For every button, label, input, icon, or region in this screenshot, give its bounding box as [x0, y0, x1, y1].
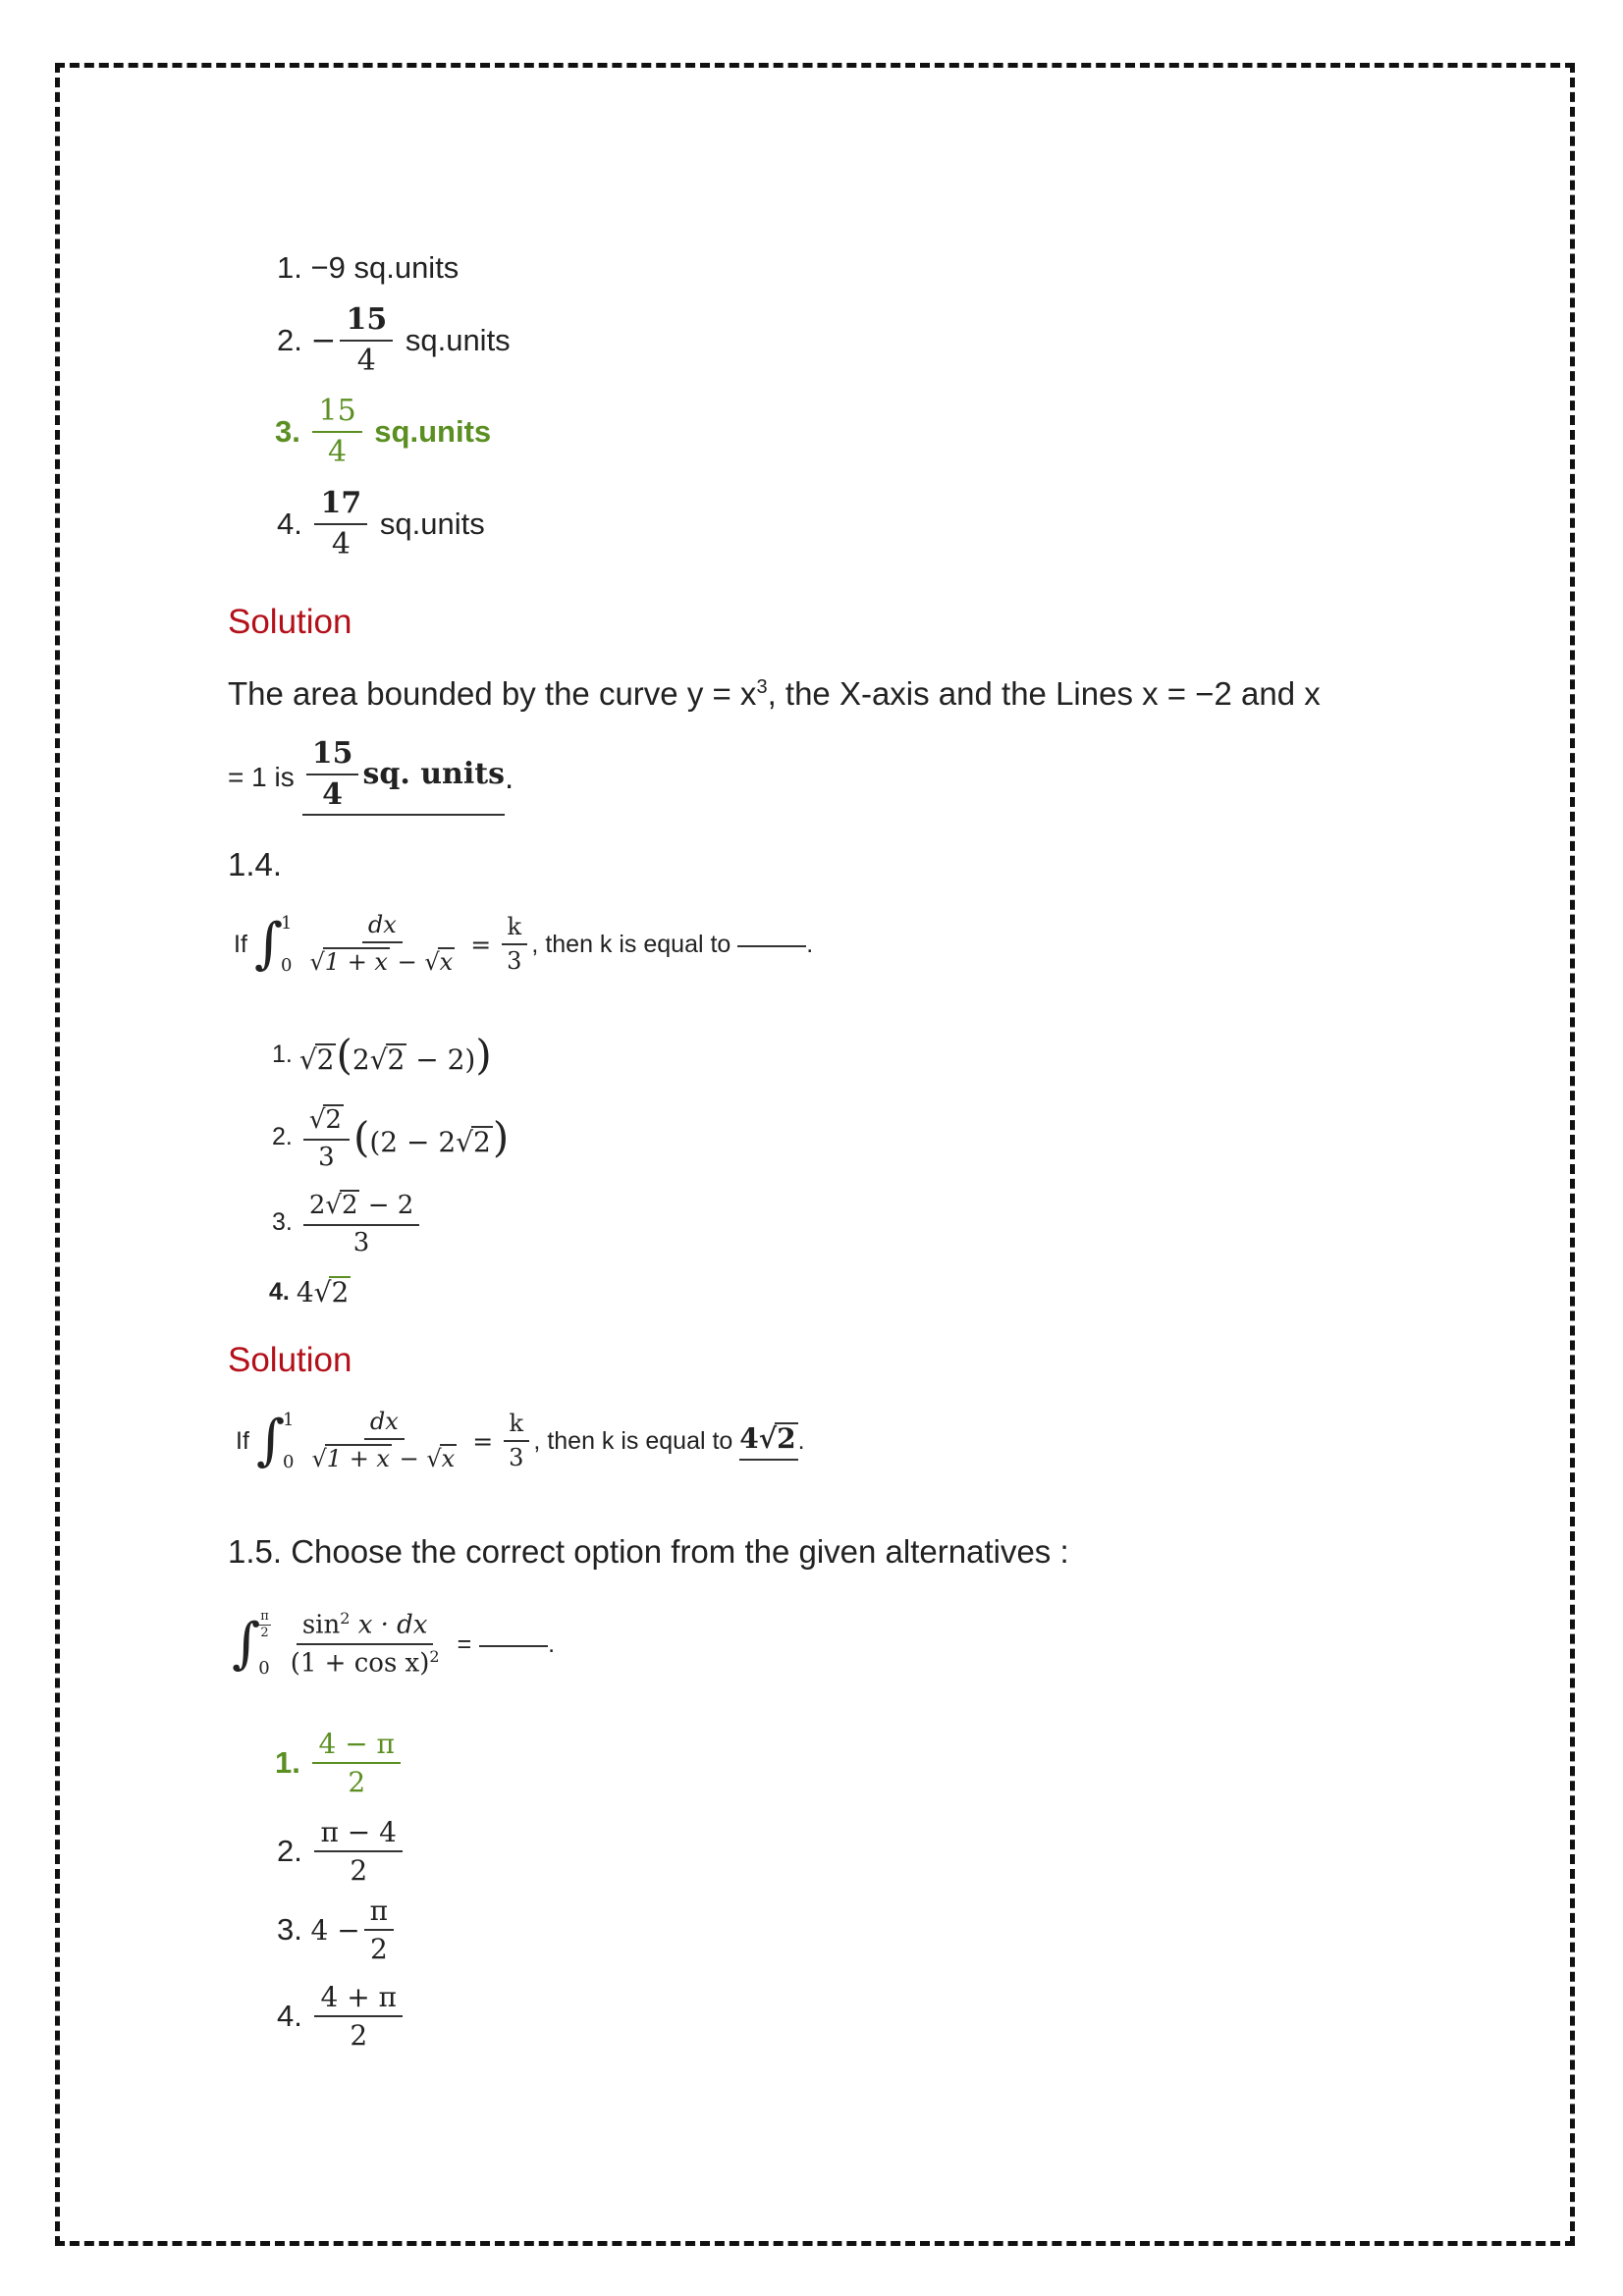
- solution-answer: 4√2: [739, 1422, 797, 1461]
- answer-blank: [479, 1641, 548, 1647]
- option-fraction: $\frac{15}{4}$: [312, 396, 361, 467]
- option-unit: sq.units: [379, 506, 485, 541]
- q15-option-4[interactable]: 4. $\frac{4 + \pi}{2}$: [277, 1983, 406, 2051]
- q14-option-3[interactable]: 3. $\frac{2√2 - 2}{3}$: [272, 1190, 423, 1256]
- option-unit: sq.units: [374, 413, 492, 449]
- question-number: 1.4.: [228, 846, 283, 882]
- solution-heading: Solution: [228, 1341, 352, 1379]
- q13-option-4[interactable]: [277, 488, 485, 560]
- q15-statement: ∫ $\frac{\pi}{2}$ 0 $\frac{\sin^2 x \cdot dx}{(1 + \cos x)^2}$ = .: [232, 1609, 556, 1679]
- solution-heading: Solution: [228, 603, 352, 641]
- integral-sign: ∫: [232, 1612, 261, 1676]
- q14-option-4-correct[interactable]: 4. 4√2: [269, 1276, 350, 1308]
- option-fraction: $\frac{17}{4}$: [314, 488, 367, 560]
- solution-answer: $\frac{15}{4}$ sq. units: [302, 738, 505, 816]
- q14-statement: If ∫ 1 0 $\frac{dx}{√1 + x - √x}$ = $\frac{k}{3}$ , then k is equal to .: [234, 911, 814, 977]
- q13-option-2[interactable]: [277, 304, 511, 376]
- option-fraction: $\frac{15}{4}$: [340, 304, 393, 376]
- option-number: 2.: [277, 322, 302, 357]
- integrand: $\frac{dx}{√1 + x - √x}$: [311, 1408, 456, 1473]
- option-number: 3.: [275, 413, 300, 449]
- q14-option-1[interactable]: 1. √2(2√2 − 2)): [272, 1031, 492, 1079]
- option-minus: −: [310, 322, 337, 358]
- question-number: 1.5.: [228, 1533, 283, 1570]
- answer-blank: [737, 941, 806, 947]
- integrand: $\frac{dx}{√1 + x - √x}$: [309, 911, 454, 977]
- option-number: 4.: [277, 506, 302, 541]
- q14-option-2[interactable]: 2. $\frac{√2}{3}$ ((2 − 2√2): [272, 1105, 510, 1172]
- integrand: $\frac{\sin^2 x \cdot dx}{(1 + \cos x)^2}$: [290, 1609, 440, 1679]
- q14-solution-statement: If ∫ 1 0 $\frac{dx}{√1 + x - √x}$ = $\frac{k}{3}$ , then k is equal to 4√2 .: [236, 1408, 805, 1473]
- q13-option-1[interactable]: [277, 250, 459, 286]
- q13-option-3-correct[interactable]: [275, 396, 491, 467]
- q15-option-1-correct[interactable]: 1. $\frac{4 - \pi}{2}$: [275, 1730, 405, 1797]
- q15-option-3[interactable]: 3. 4 − $\frac{\pi}{2}$: [277, 1896, 398, 1964]
- option-value: −9: [310, 250, 346, 285]
- solution-result: = 1 is $\frac{15}{4}$ sq. units .: [228, 738, 514, 816]
- option-unit: sq.units: [405, 322, 511, 357]
- integral-sign: ∫: [253, 912, 284, 976]
- option-unit: sq.units: [353, 250, 460, 285]
- option-number: 1.: [277, 250, 302, 285]
- q15-prompt: 1.5. Choose the correct option from the given alternatives :: [228, 1533, 1069, 1570]
- q15-option-2[interactable]: 2. $\frac{\pi - 4}{2}$: [277, 1818, 406, 1886]
- integral-sign: ∫: [255, 1409, 286, 1472]
- solution-text: The area bounded by the curve $y = x^3$, the X-axis and the Lines x = −2 and x: [228, 675, 1321, 712]
